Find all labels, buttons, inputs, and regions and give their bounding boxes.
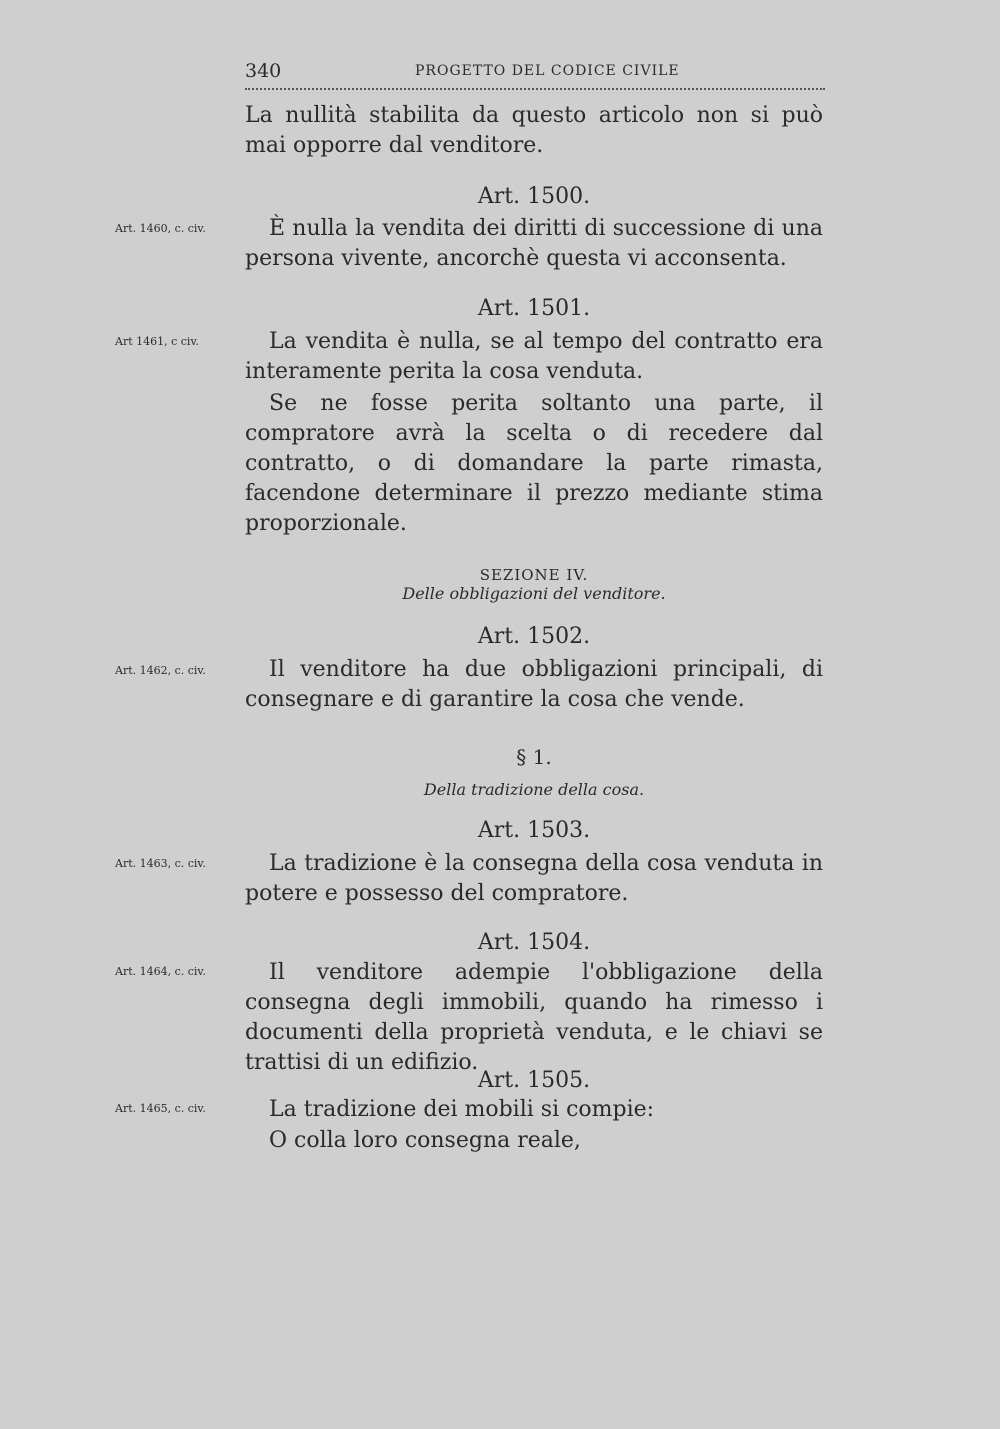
article-text-1505-b: O colla loro consegna reale, bbox=[269, 1128, 581, 1153]
section-subtitle: Delle obbligazioni del venditore. bbox=[402, 584, 666, 603]
page-header bbox=[245, 60, 825, 86]
article-text-1501-a: La vendita è nulla, se al tempo del contratto era interamente perita la cosa venduta. bbox=[245, 329, 823, 384]
article-heading-1505: Art. 1505. bbox=[477, 1068, 591, 1093]
paragraph-symbol: § 1. bbox=[516, 745, 552, 769]
page-number: 340 bbox=[245, 60, 282, 82]
paragraph-subtitle: Della tradizione della cosa. bbox=[423, 780, 645, 799]
margin-note-1504: Art. 1464, c. civ. bbox=[115, 965, 206, 978]
header-rule bbox=[245, 88, 825, 90]
article-heading-1501: Art. 1501. bbox=[477, 296, 591, 321]
article-heading-1503: Art. 1503. bbox=[477, 818, 591, 843]
article-text-1504: Il venditore adempie l'obbligazione della consegna degli immobili, quando ha rimesso i documenti della proprietà venduta, e le chiavi se trattisi di un edifizio. bbox=[245, 960, 823, 1075]
margin-note-1501: Art 1461, c civ. bbox=[115, 335, 199, 348]
article-text-1501-b: Se ne fosse perita soltanto una parte, il compratore avrà la scelta o di recedere dal contratto, o di domandare la parte rimasta, facendone determinare il prezzo mediante stima proporzionale. bbox=[245, 391, 823, 536]
margin-note-1503: Art. 1463, c. civ. bbox=[115, 857, 206, 870]
running-title: PROGETTO DEL CODICE CIVILE bbox=[415, 63, 680, 79]
article-text-1505-a: La tradizione dei mobili si compie: bbox=[269, 1097, 655, 1122]
article-text-1500: È nulla la vendita dei diritti di successione di una persona vivente, ancorchè questa vi acconsenta. bbox=[245, 216, 823, 271]
article-text-1503: La tradizione è la consegna della cosa venduta in potere e possesso del compratore. bbox=[245, 851, 823, 906]
article-text-1502: Il venditore ha due obbligazioni principali, di consegnare e di garantire la cosa che vende. bbox=[245, 657, 823, 712]
paragraph-nullita: La nullità stabilita da questo articolo non si può mai opporre dal venditore. bbox=[245, 103, 823, 158]
article-heading-1500: Art. 1500. bbox=[477, 184, 591, 209]
margin-note-1500: Art. 1460, c. civ. bbox=[115, 222, 206, 235]
margin-note-1502: Art. 1462, c. civ. bbox=[115, 664, 206, 677]
section-title: SEZIONE IV. bbox=[479, 566, 589, 584]
margin-note-1505: Art. 1465, c. civ. bbox=[115, 1102, 206, 1115]
article-heading-1502: Art. 1502. bbox=[477, 624, 591, 649]
article-heading-1504: Art. 1504. bbox=[477, 930, 591, 955]
